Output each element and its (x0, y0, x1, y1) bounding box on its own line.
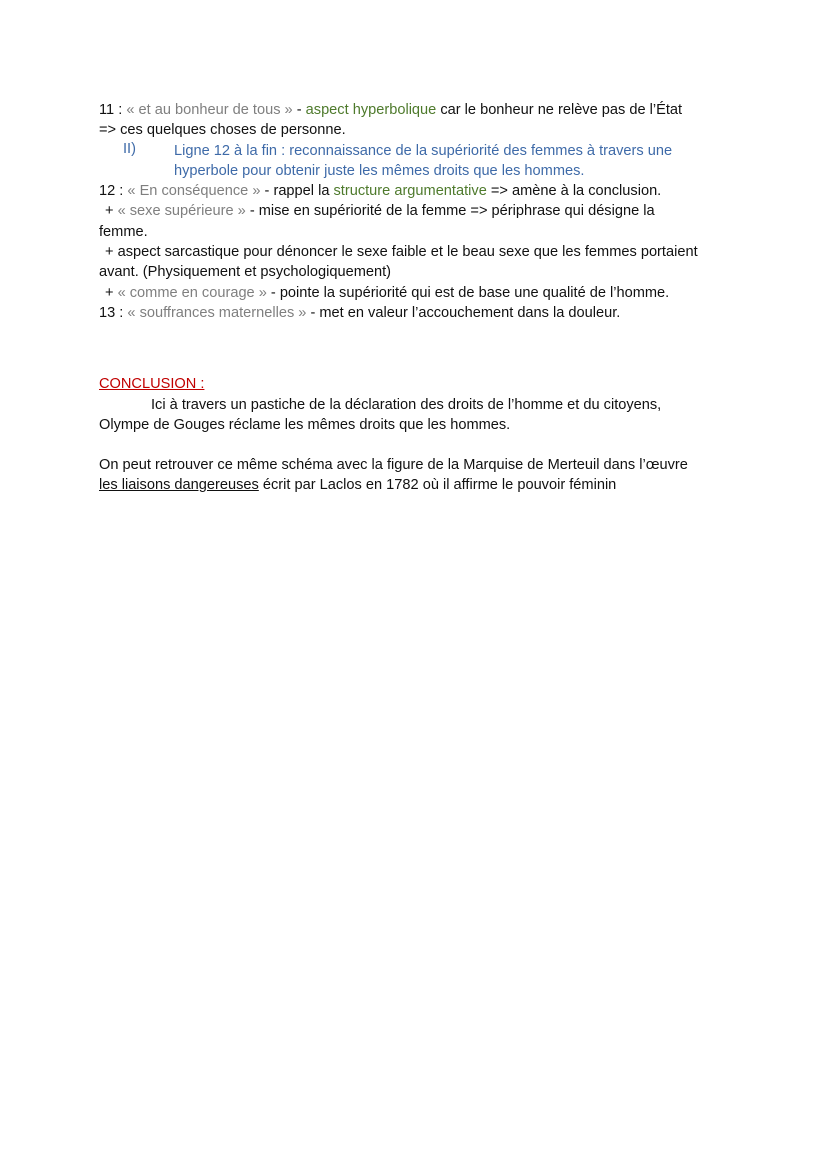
point-sarcasme-continuation: avant. (Physiquement et psychologiquement) (99, 264, 392, 281)
conclusion-paragraph-2-line-1: On peut retrouver ce même schéma avec la figure de la Marquise de Merteuil dans l’œuvre (99, 457, 688, 474)
section-number: II) (123, 140, 136, 157)
point-sexe-superieure-continuation: femme. (99, 223, 148, 240)
conclusion-paragraph-2-line-2 (99, 475, 739, 495)
point-sexe-superieure (99, 201, 739, 221)
line-11 (99, 100, 739, 120)
commentary-prefix: - rappel la (260, 183, 334, 200)
line-12 (99, 181, 739, 201)
commentary: - mise en supériorité de la femme => périphrase qui désigne la (245, 203, 655, 220)
figure-of-speech: aspect hyperbolique (305, 102, 437, 118)
line-11-continuation: => ces quelques choses de personne. (99, 122, 346, 139)
conclusion-paragraph-1-line-2: Olympe de Gouges réclame les mêmes droits que les hommes. (99, 416, 511, 433)
commentary: car le bonheur ne relève pas de l’État (436, 102, 683, 118)
book-title: les liaisons dangereuses (99, 477, 259, 494)
spacer (99, 323, 739, 374)
quote: « comme en courage » (117, 284, 267, 301)
line-number: 11 : (99, 102, 127, 118)
section-title (174, 141, 672, 182)
plus-marker: + (105, 284, 118, 301)
plus-marker: + (105, 203, 118, 220)
line-13 (99, 303, 739, 323)
point-courage (99, 283, 739, 303)
commentary: - met en valeur l’accouchement dans la douleur. (306, 304, 621, 321)
section-heading-2 (99, 141, 739, 182)
conclusion-text: écrit par Laclos en 1782 où il affirme le pouvoir féminin (258, 477, 617, 494)
commentary: - pointe la supériorité qui est de base une qualité de l’homme. (266, 284, 670, 301)
quote: « et au bonheur de tous » (126, 102, 293, 118)
quote: « souffrances maternelles » (127, 304, 307, 321)
section-title-line-1: Ligne 12 à la fin : reconnaissance de la supériorité des femmes à travers une (174, 142, 673, 159)
spacer (99, 435, 739, 455)
line-number: 13 : (99, 304, 128, 321)
quote: « sexe supérieure » (117, 203, 246, 220)
line-number: 12 : (99, 183, 128, 200)
section-title-line-2: hyperbole pour obtenir juste les mêmes droits que les hommes. (174, 162, 585, 179)
document-page (99, 100, 739, 496)
conclusion-heading: CONCLUSION : (99, 376, 205, 393)
quote: « En conséquence » (127, 183, 261, 200)
commentary: => amène à la conclusion. (486, 183, 662, 200)
conclusion-paragraph-1-line-1: Ici à travers un pastiche de la déclaration des droits de l’homme et du citoyens, (151, 396, 662, 413)
figure-of-speech: structure argumentative (333, 183, 487, 200)
point-sarcasme: + aspect sarcastique pour dénoncer le sexe faible et le beau sexe que les femmes portaient (105, 244, 698, 261)
dash: - (292, 102, 306, 118)
